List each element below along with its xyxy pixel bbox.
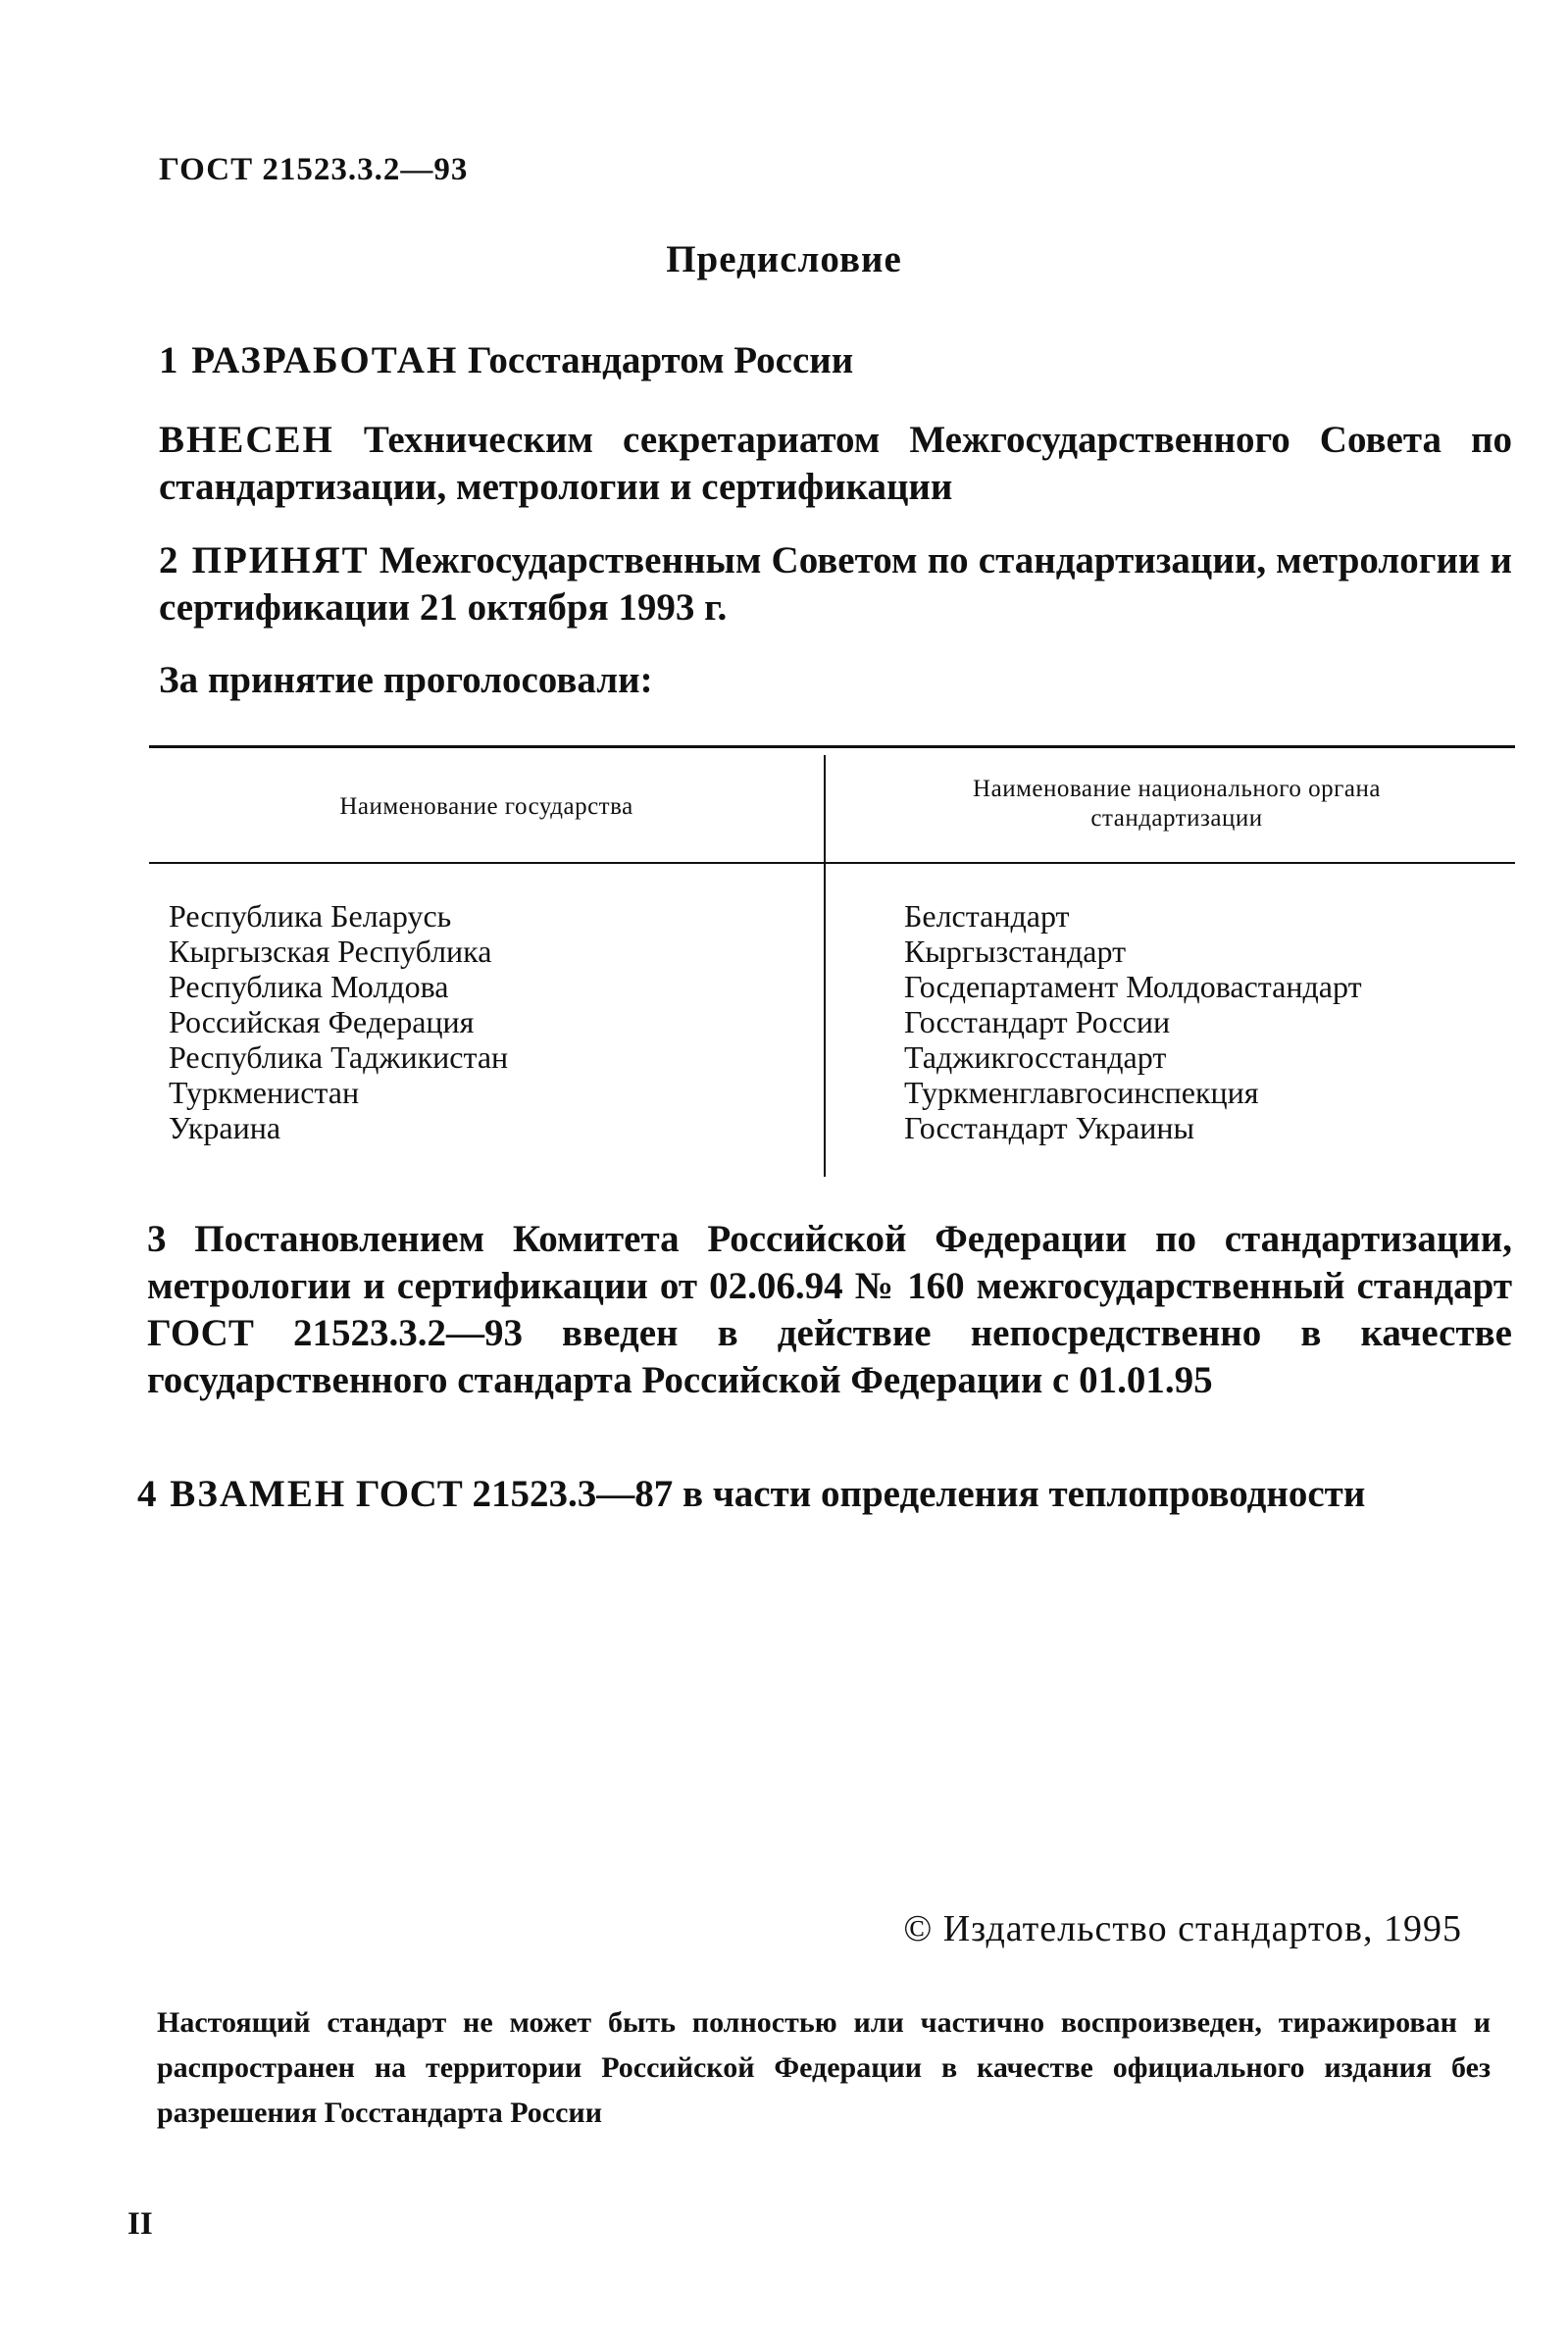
page-title: Предисловие bbox=[666, 238, 902, 280]
table-cell-body: Кыргызстандарт bbox=[904, 934, 1127, 969]
table-cell-body: Туркменглавгосинспекция bbox=[904, 1075, 1259, 1110]
table-cell-body: Госдепартамент Молдовастандарт bbox=[904, 969, 1362, 1004]
adopted-text: Межгосударственным Советом по стандартизации, метрологии и сертификации 21 октября 1993 г. bbox=[159, 539, 1512, 629]
table-column-divider bbox=[824, 755, 826, 1177]
introduced-lead: ВНЕСЕН bbox=[159, 419, 334, 461]
table-column-states bbox=[169, 898, 508, 1145]
adopted-item bbox=[159, 537, 1512, 632]
replaces-item bbox=[137, 1471, 1512, 1518]
table-cell-body: Госстандарт Украины bbox=[904, 1110, 1194, 1145]
table-cell-body: Госстандарт России bbox=[904, 1004, 1171, 1039]
table-header-body: Наименование национального органа стандартизации bbox=[973, 776, 1381, 832]
copyright-line: © Издательство стандартов, 1995 bbox=[903, 1908, 1462, 1949]
table-cell-body: Белстандарт bbox=[904, 898, 1070, 934]
replaces-text: ГОСТ 21523.3—87 в части определения теплопроводности bbox=[355, 1473, 1366, 1515]
developed-item bbox=[159, 337, 1512, 384]
document-code: ГОСТ 21523.3.2—93 bbox=[159, 152, 469, 187]
table-cell-state: Республика Молдова bbox=[169, 969, 449, 1004]
table-cell-state: Туркменистан bbox=[169, 1075, 360, 1110]
introduced-text: Техническим секретариатом Межгосударственного Совета по стандартизации, метрологии и сертификации bbox=[159, 419, 1513, 508]
table-header-rule bbox=[149, 862, 1515, 864]
adopted-lead: 2 ПРИНЯТ bbox=[159, 539, 370, 581]
table-cell-state: Украина bbox=[169, 1110, 281, 1145]
developed-lead: 1 РАЗРАБОТАН bbox=[159, 339, 459, 381]
table-top-rule bbox=[149, 745, 1515, 748]
developed-text: Госстандартом России bbox=[468, 339, 854, 381]
table-cell-body: Таджикгосстандарт bbox=[904, 1039, 1167, 1075]
table-cell-state: Российская Федерация bbox=[169, 1004, 475, 1039]
copyright-notice: Настоящий стандарт не может быть полностью или частично воспроизведен, тиражирован и распространен на территории Российской Федерации в качестве официального издания без разрешения Госстандарта России bbox=[157, 2006, 1491, 2129]
table-header-state: Наименование государства bbox=[339, 793, 633, 820]
resolution-item: 3 Постановлением Комитета Российской Федерации по стандартизации, метрологии и сертификации от 02.06.94 № 160 межгосударственный стандарт ГОСТ 21523.3.2—93 введен в действие непосредственно в качестве государственного стандарта Российской Федерации с 01.01.95 bbox=[147, 1218, 1512, 1401]
replaces-lead: 4 ВЗАМЕН bbox=[137, 1473, 347, 1515]
table-column-bodies bbox=[904, 898, 1362, 1145]
table-cell-state: Республика Таджикистан bbox=[169, 1039, 509, 1075]
voted-label: За принятие проголосовали: bbox=[159, 659, 653, 701]
introduced-item bbox=[159, 417, 1512, 511]
table-cell-state: Кыргызская Республика bbox=[169, 934, 492, 969]
page-number: II bbox=[127, 2206, 153, 2242]
table-cell-state: Республика Беларусь bbox=[169, 898, 452, 934]
